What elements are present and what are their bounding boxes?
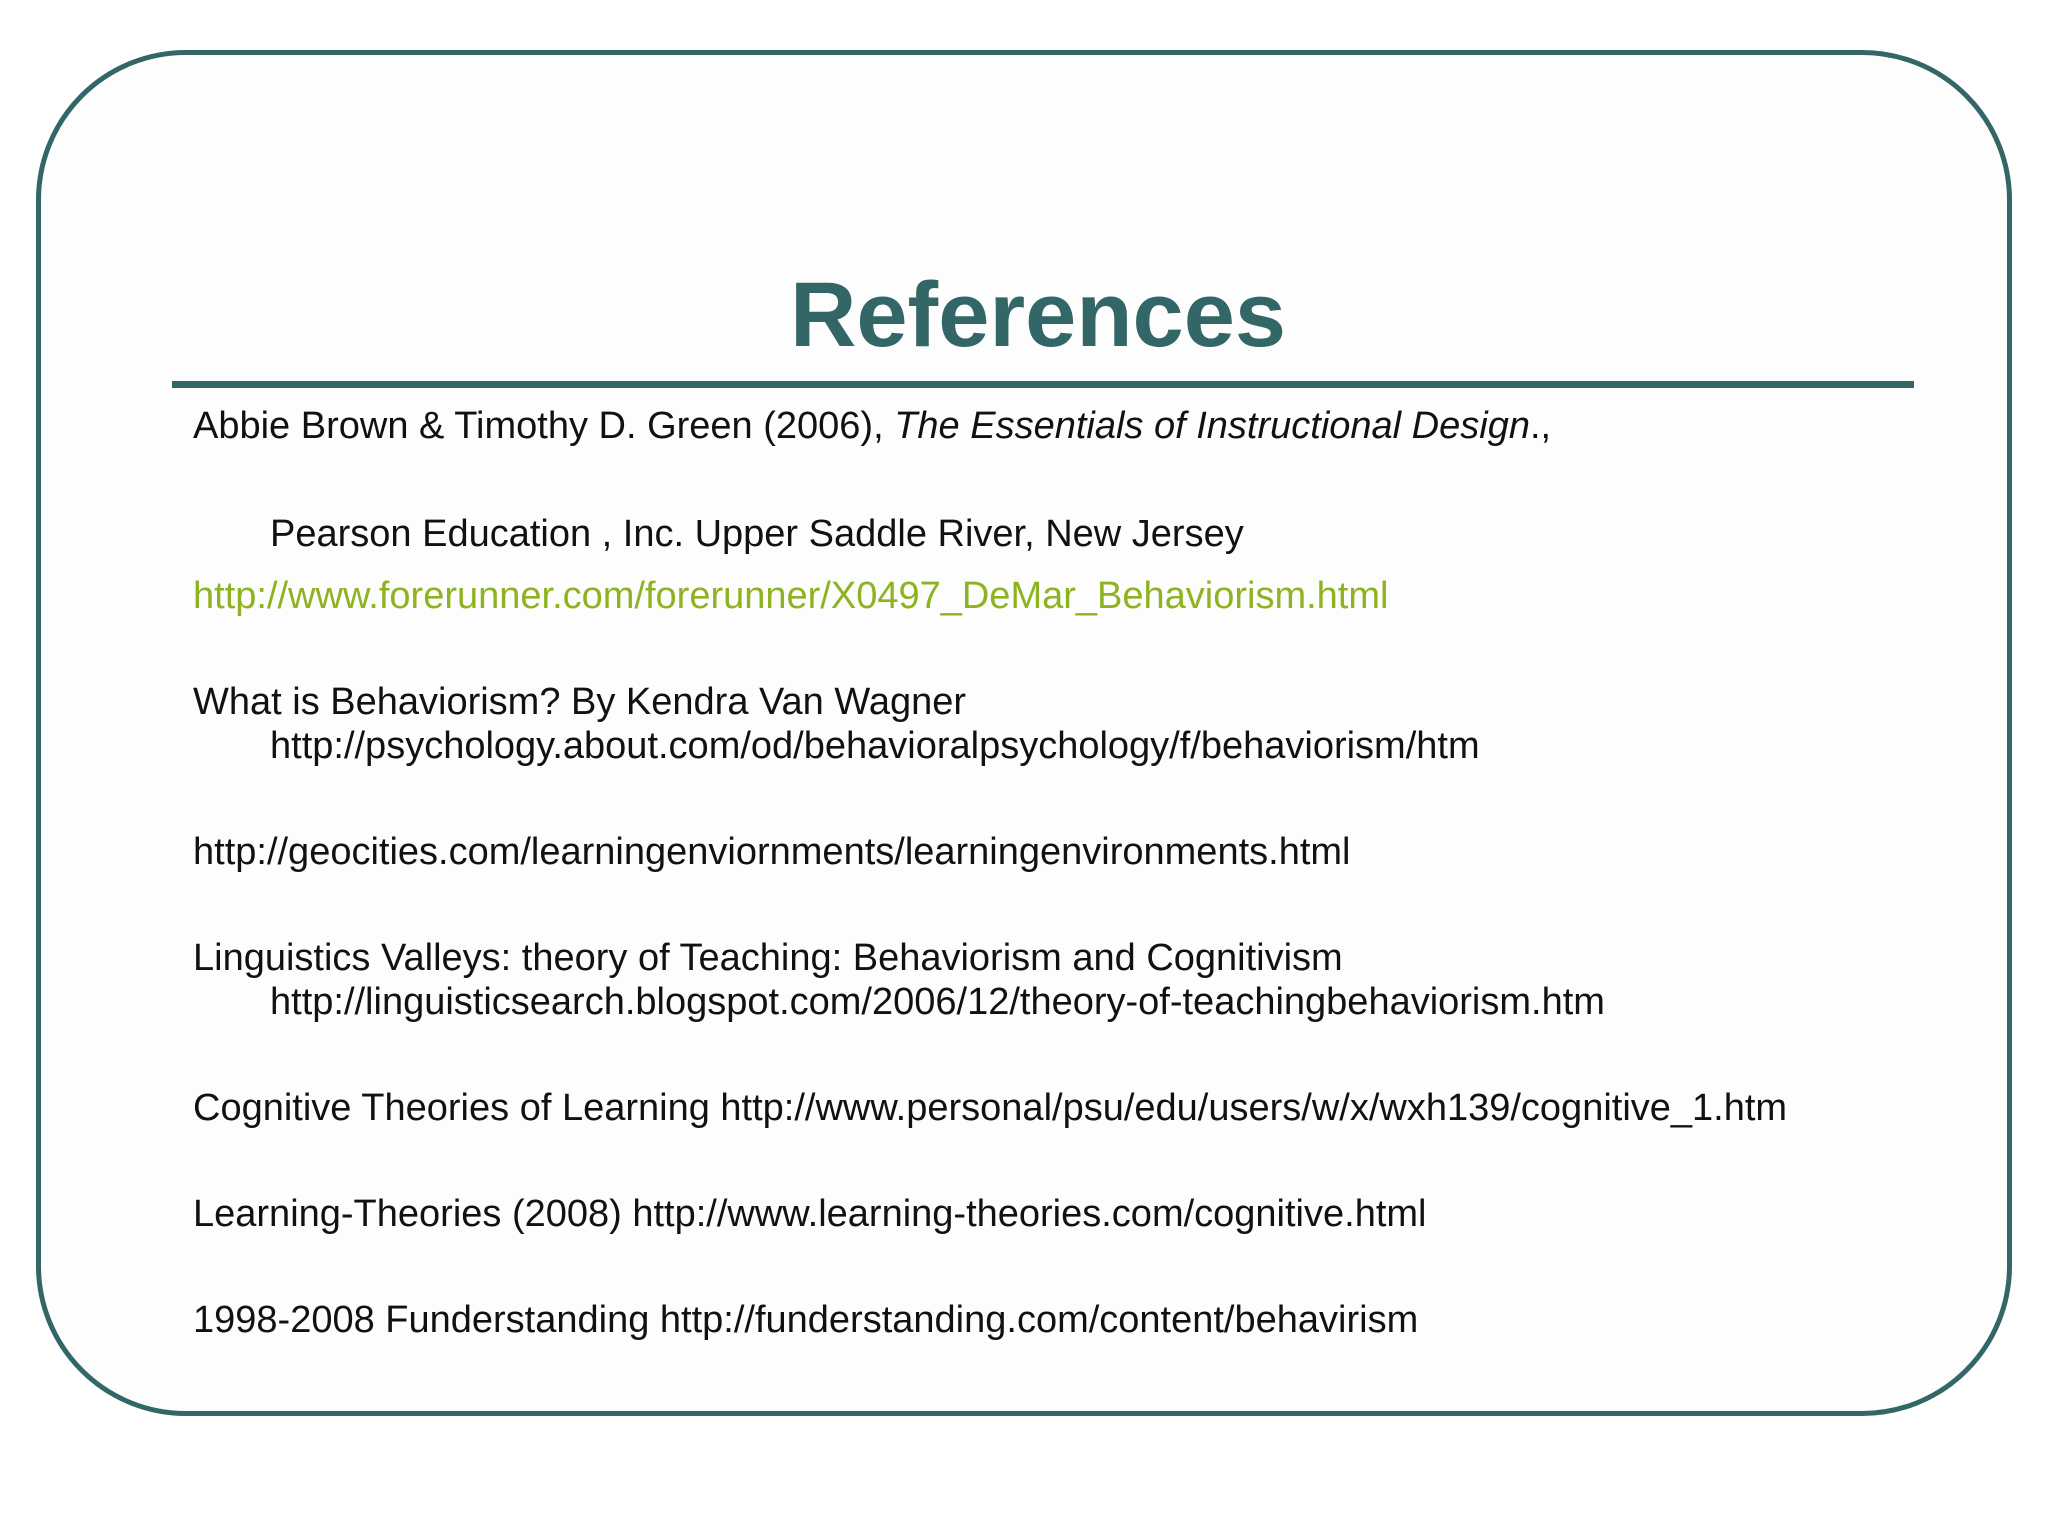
reference-title: Linguistics Valleys: theory of Teaching: Behaviorism and Cognitivism [193,937,1343,979]
reference-item-continuation [193,512,1244,556]
reference-punctuation: ., [1529,405,1552,447]
reference-link[interactable]: http://www.forerunner.com/forerunner/X0497_DeMar_Behaviorism.html [193,575,1389,617]
reference-title: What is Behaviorism? By Kendra Van Wagner [193,681,967,723]
reference-item: 1998-2008 Funderstanding http://funderstanding.com/content/behavirism [193,1299,1419,1341]
title-underline [172,381,1914,388]
reference-item [193,936,1605,1024]
reference-url: http://psychology.about.com/od/behavioralpsychology/f/behaviorism/htm [270,725,1480,767]
reference-item: Cognitive Theories of Learning http://www.personal/psu/edu/users/w/x/wxh139/cognitive_1.htm [193,1087,1788,1129]
reference-publisher: Pearson Education , Inc. Upper Saddle River, New Jersey [270,513,1244,555]
reference-item [193,680,1480,768]
reference-url: http://linguisticsearch.blogspot.com/2006/12/theory-of-teachingbehaviorism.htm [270,981,1605,1023]
reference-book-title: The Essentials of Instructional Design [894,405,1530,447]
reference-item: Learning-Theories (2008) http://www.learning-theories.com/cognitive.html [193,1193,1427,1235]
reference-item [193,404,1551,448]
page-title: References [789,264,1287,366]
reference-item: http://geocities.com/learningenviornments/learningenvironments.html [193,831,1351,873]
reference-authors: Abbie Brown & Timothy D. Green (2006), [193,405,895,447]
